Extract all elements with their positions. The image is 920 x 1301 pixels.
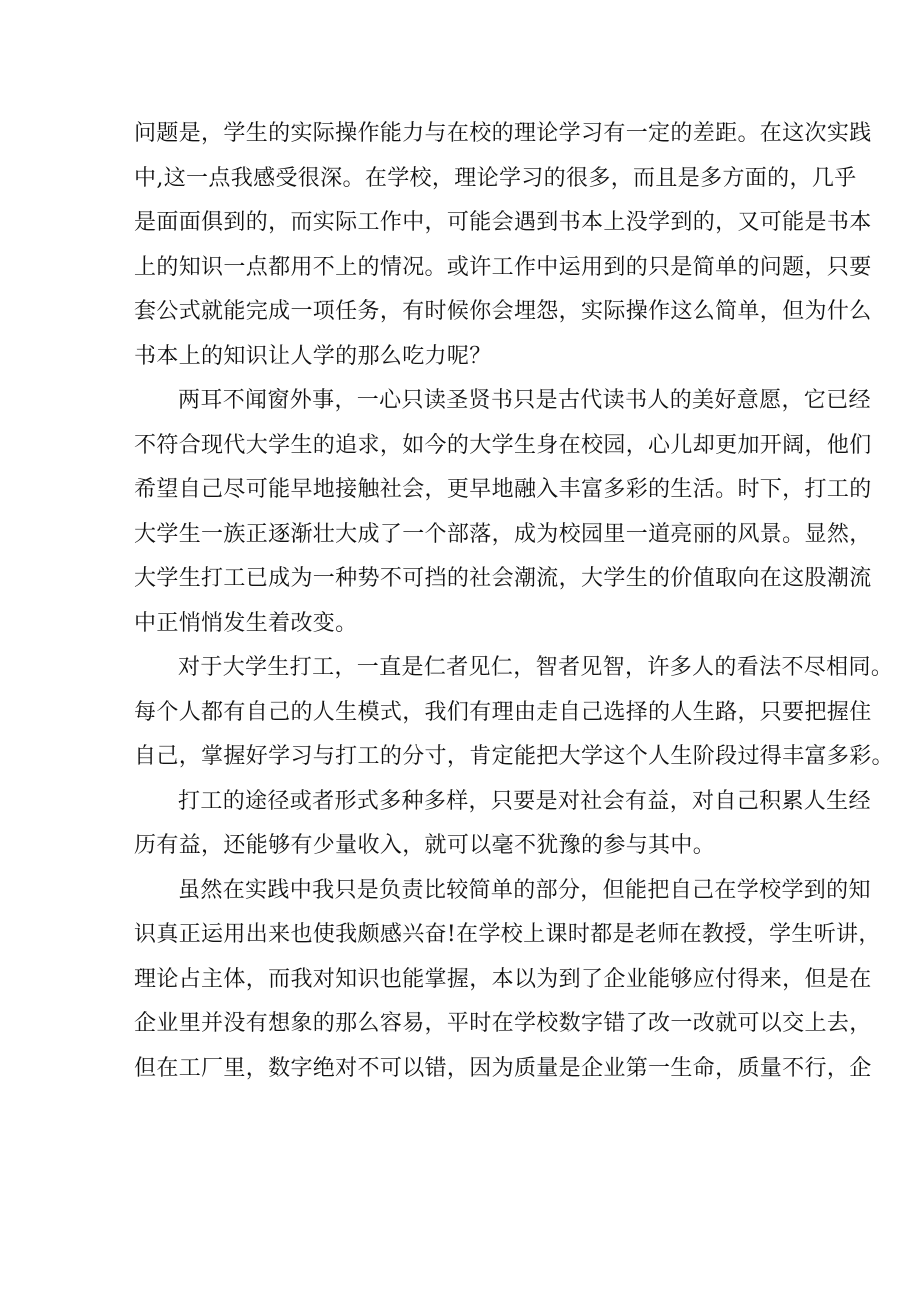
text-line: 套公式就能完成一项任务，有时候你会埋怨，实际操作这么简单，但为什么: [134, 299, 872, 324]
text-line: 但在工厂里，数字绝对不可以错，因为质量是企业第一生命，质量不行，企: [134, 1055, 872, 1081]
text-line: 中,这一点我感受很深。在学校，理论学习的很多，而且是多方面的，几乎: [134, 165, 857, 191]
text-line: 大学生打工已成为一种势不可挡的社会潮流，大学生的价值取向在这股潮流: [134, 566, 872, 591]
text-line: 中正悄悄发生着改变。: [134, 610, 358, 636]
text-line: 两耳不闻窗外事，一心只读圣贤书只是古代读书人的美好意愿，它已经: [178, 388, 871, 413]
text-line: 自己，掌握好学习与打工的分寸，肯定能把大学这个人生阶段过得丰富多彩。: [134, 744, 894, 769]
text-line: 大学生一族正逐渐壮大成了一个部落，成为校园里一道亮丽的风景。显然，: [134, 521, 872, 547]
text-line: 是面面俱到的，而实际工作中，可能会遇到书本上没学到的，又可能是书本: [134, 210, 872, 235]
text-line: 历有益，还能够有少量收入，就可以毫不犹豫的参与其中。: [134, 833, 716, 858]
text-line: 不符合现代大学生的追求，如今的大学生身在校园，心儿却更加开阔，他们: [134, 432, 872, 458]
paragraph-3: [134, 646, 894, 780]
text-line: 打工的途径或者形式多种多样，只要是对社会有益，对自己积累人生经: [178, 788, 871, 814]
paragraph-2: [134, 379, 872, 646]
text-line: 企业里并没有想象的那么容易，平时在学校数字错了改一改就可以交上去，: [134, 1011, 872, 1036]
text-line: 每个人都有自己的人生模式，我们有理由走自己选择的人生路，只要把握住: [134, 699, 872, 725]
text-line: 上的知识一点都用不上的情况。或许工作中运用到的只是简单的问题，只要: [134, 254, 872, 280]
text-line: 问题是，学生的实际操作能力与在校的理论学习有一定的差距。在这次实践: [134, 121, 872, 146]
paragraph-5: [134, 869, 881, 1092]
text-line: 对于大学生打工，一直是仁者见仁，智者见智，许多人的看法不尽相同。: [178, 655, 894, 680]
paragraph-4: [134, 780, 871, 869]
text-line: 识真正运用出来也使我颇感兴奋!在学校上课时都是老师在教授，学生听讲，: [134, 922, 881, 947]
text-line: 希望自己尽可能早地接触社会，更早地融入丰富多彩的生活。时下，打工的: [134, 477, 872, 502]
text-line: 理论占主体，而我对知识也能掌握，本以为到了企业能够应付得来，但是在: [134, 966, 872, 992]
text-line: 虽然在实践中我只是负责比较简单的部分，但能把自己在学校学到的知: [178, 877, 871, 903]
paragraph-1: [134, 112, 872, 379]
text-line: 书本上的知识让人学的那么吃力呢？: [134, 343, 492, 369]
document-body: [134, 112, 894, 1091]
